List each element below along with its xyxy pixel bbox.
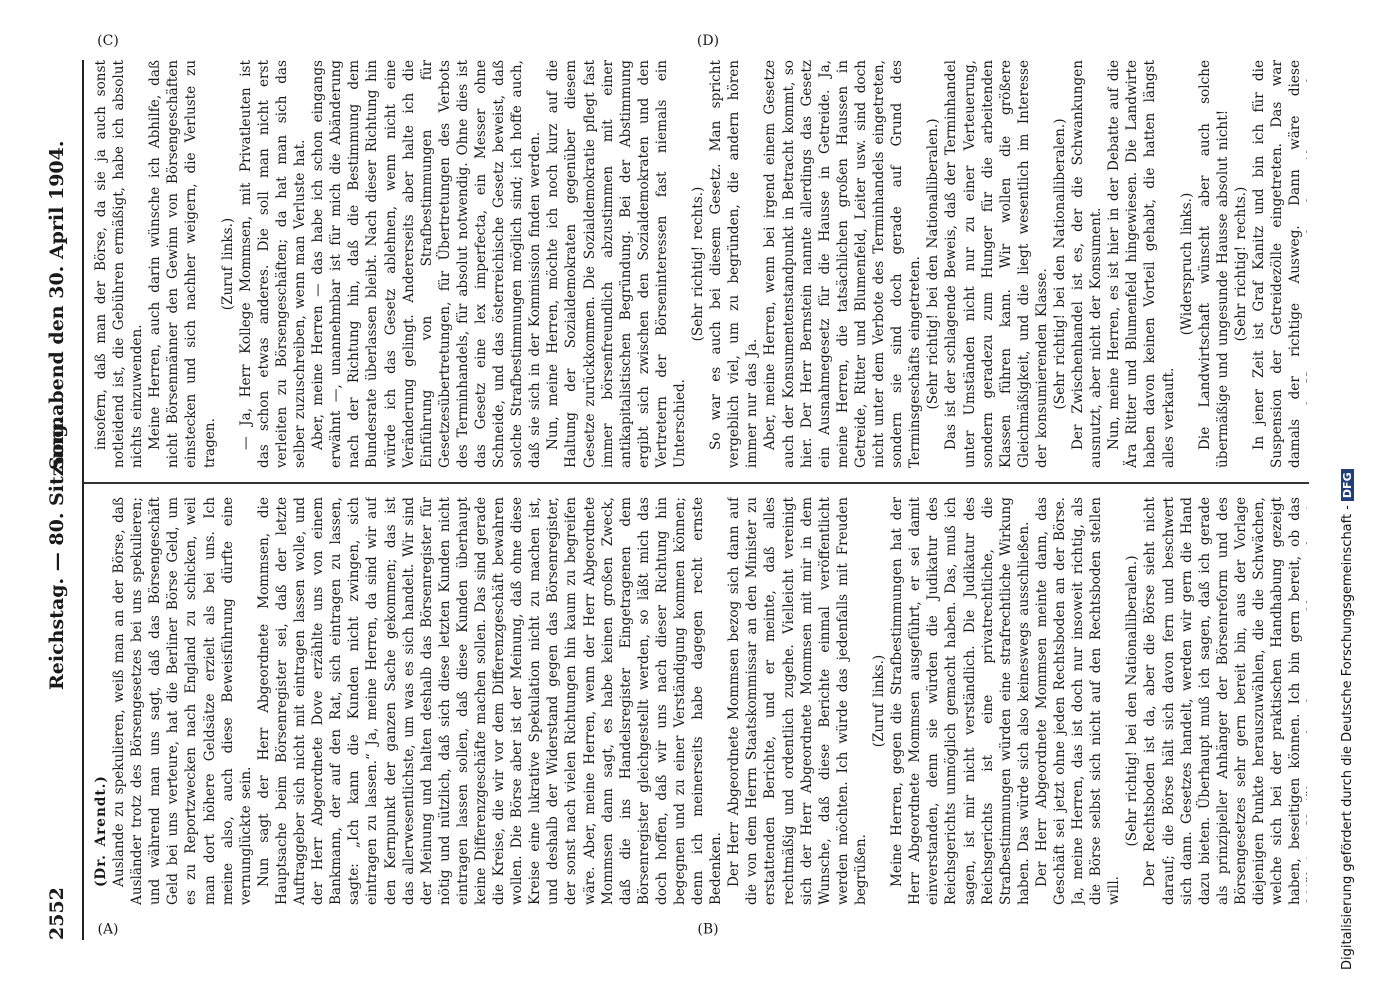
paragraph: Der Rechtsboden ist da, aber die Börse sieht nicht darauf; die Börse hält sich davon fern und beschwert sich dann. Gesetzes handelt, werden wir gern die Hand dazu bieten. Überhaupt muß ich sagen, daß ich gerade als prinzipieller Anhänger der Börsenreform und des Börsengesetzes sehr gern bereit bin, aus der Vorlage diejenigen Punkte herauszuwählen, die die Schwächen, welche sich bei der praktischen Handhabung gezeigt haben, beseitigen können. Ich bin gern bereit, ob das bbox=[1142, 497, 1304, 905]
paragraph: In jener Zeit ist Graf Kanitz und bin ich für die Suspension der Getreidezölle eingetreten. Das war damals der richtige Ausweg. Dann wäre diese bbox=[1251, 60, 1304, 468]
interjection: (Widerspruch links.) bbox=[1178, 192, 1195, 336]
left-text-column bbox=[92, 497, 1307, 905]
paragraph: Das ist der schlagende Beweis, daß der Terminhandel unter Umständen nicht nur zu einer Verteuerung, sondern geradezu zum Hunger für die arbeitenden Klassen führen kann. Wir wollen die größere Gleichmäßigkeit, und die liegt wesentlich im Interesse der konsumierenden Klasse. bbox=[943, 60, 1050, 468]
credit-text: Digitalisierung gefördert durch die Deutsche Forschungsgemeinschaft - bbox=[1340, 505, 1355, 970]
paragraph: Nun, meine Herren, möchte ich noch kurz auf die Haltung der Sozialdemokraten gegenüber diesem Gesetze zurückkommen. Die Sozialdemokratie pflegt fast immer börsenfreundlich abzustimmen mit einer antikapitalistischen Begründung. Bei der Abstimmung ergibt sich zwischen den Sozialdemokraten und den Vertretern der Börseninteressen fast niemals ein Unterschied. bbox=[545, 60, 688, 468]
session-date: Sonnabend den 30. April 1904. bbox=[46, 140, 68, 470]
interjection: (Sehr richtig! rechts.) bbox=[690, 186, 707, 342]
paragraph: insofern, daß man der Börse, da sie ja auch sonst notleidend ist, die Gebühren ermäßigt, habe ich absolut nichts einzuwenden. bbox=[93, 60, 146, 468]
interjection: (Sehr richtig! rechts.) bbox=[1232, 186, 1249, 342]
page-number: 2552 bbox=[46, 887, 68, 940]
paragraph: Der Herr Abgeordnete Mommsen meinte dann, das Geschäft sei jetzt ohne jeden Rechtsboden an der Börse. Ja, meine Herren, das ist doch nur insoweit richtig, als die Börse selbst sich nicht auf den Rechtsboden stellen will. bbox=[1033, 497, 1123, 905]
header-rule bbox=[82, 60, 84, 940]
interjection: (Sehr richtig! bei den Nationalliberalen.) bbox=[925, 118, 942, 410]
page-header bbox=[38, 60, 78, 940]
interjection: (Sehr richtig! bei den Nationalliberalen.) bbox=[1124, 555, 1141, 847]
paragraph: Nun, meine Herren, es ist hier in der Debatte auf die Ära Ritter und Blumenfeld hingewiesen. Die Landwirte haben davon keinen Vorteil gehabt, die hatten längst alles verkauft. bbox=[1106, 60, 1177, 468]
paragraph: Die Landwirtschaft wünscht aber auch solche übermäßige und ungesunde Hausse absolut nicht! bbox=[1196, 60, 1231, 468]
right-text-column bbox=[92, 60, 1307, 468]
paragraph: So war es auch bei diesem Gesetz. Man spricht vergeblich viel, um zu begründen, die andern hören immer nur das Ja. bbox=[708, 60, 761, 468]
margin-marker-d: (D) bbox=[696, 32, 720, 49]
column-divider bbox=[84, 482, 1309, 484]
dfg-logo: DFG bbox=[1341, 469, 1354, 501]
paragraph: Meine Herren, auch darin wünsche ich Abhilfe, daß nicht Börsenmänner den Gewinn von Börsengeschäften einstecken und sich nachher weigern, die Verluste zu tragen. bbox=[147, 60, 218, 468]
interjection: (Sehr richtig! bei den Nationalliberalen.) bbox=[1051, 118, 1068, 410]
paragraph: Der Herr Abgeordnete Mommsen bezog sich dann auf die von dem Herrn Staatskommissar an den Minister zu erstattenden Berichte, und er meinte, daß alles rechtmäßig und ordentlich zugehe. Vielleicht vereinigt sich der Herr Abgeordnete Mommsen mit mir in dem Wunsche, daß diese Berichte einmal veröffentlicht werden möchten. Ich würde das jedenfalls mit Freuden begrüßen. bbox=[726, 497, 869, 905]
paragraph: Aber, meine Herren — das habe ich schon eingangs erwähnt —, unannehmbar ist für mich die Abänderung nach der Richtung hin, daß die Bestimmung dem Bundesrate überlassen bleibt. Nach dieser Richtung hin würde ich das Gesetz ablehnen, wenn nicht eine Veränderung gelingt. Andererseits aber halte ich die Einführung von Strafbestimmungen für Gesetzesübertretungen, für Übertretungen des Verbots des Terminhandels, für absolut notwendig. Ohne dies ist das Gesetz eine lex imperfecta, ein Messer ohne Schneide, und das österreichische Gesetz beweist, daß solche Strafbestimmungen möglich sind; ich hoffe auch, daß sie sich in der Kommission finden werden. bbox=[310, 60, 544, 468]
paragraph: Meine Herren, gegen die Strafbestimmungen hat der Herr Abgeordnete Mommsen ausgeführt, er sei damit einverstanden, denn sie würden die Judikatur des Reichsgerichts unmöglich gemacht haben. Das, muß ich sagen, ist mir nicht verständlich. Die Judikatur des Reichsgerichts ist eine privatrechtliche, die Strafbestimmungen würden eine strafrechtliche Wirkung haben. Das würde sich also keineswegs ausschließen. bbox=[889, 497, 1032, 905]
paragraph: Der Zwischenhandel ist es, der die Schwankungen ausnutzt, aber nicht der Konsument. bbox=[1070, 60, 1105, 468]
margin-marker-a: (A) bbox=[97, 921, 119, 938]
interjection: (Zuruf links.) bbox=[871, 654, 888, 748]
paragraph: Nun sagt der Herr Abgeordnete Mommsen, die Hauptsache beim Börsenregister sei, daß der letzte Auftraggeber sich nicht mit eintragen lassen wolle, und der Herr Abgeordnete Dove erzählte uns von einem Bankmann, der auf den Rat, sich eintragen zu lassen, sagte: „Ich kann die Kunden nicht zwingen, sich eintragen zu lassen.“ Ja, meine Herren, da sind wir auf den Kernpunkt der ganzen Sache gekommen; das ist das allerwesentlichste, um was es sich handelt. Wir sind der Meinung und halten deshalb das Börsenregister für nötig und nützlich, daß sich diese letzten Kunden nicht eintragen lassen sollen, daß diese Kunden überhaupt keine Differenzgeschäfte machen sollen. Das sind gerade die Kreise, die wir vor dem Differenzgeschäft bewahren wollen. Die Börse aber ist der Meinung, daß ohne diese Kreise eine lukrative Spekulation nicht zu machen ist, und deshalb der Widerstand gegen das Börsenregister, der sonst nach vielen Richtungen hin kaum zu begreifen wäre. Aber, meine Herren, wenn der Herr Abgeordnete Mommsen dann sagt, es habe keinen großen Zweck, daß die ins Handelsregister Eingetragenen dem Börsenregister gleichgestellt werden, so läßt mich das doch hoffen, daß wir uns nach dieser Richtung hin begegnen und zu einer Verständigung kommen können; denn ich meinerseits habe dagegen recht ernste Bedenken. bbox=[255, 497, 725, 905]
interjection: (Zuruf links.) bbox=[219, 217, 236, 311]
session-title: Reichstag. — 80. Sitzung. bbox=[46, 417, 68, 690]
paragraph: — Ja, Herr Kollege Mommsen, mit Privatleuten ist das schon etwas anderes. Die soll man nicht erst verleiten zu Börsengeschäften; da hat man sich das selber zuzuschreiben, wenn man Verluste hat. bbox=[237, 60, 309, 468]
digitization-credit bbox=[1340, 40, 1370, 970]
margin-marker-c: (C) bbox=[97, 33, 119, 50]
paragraph: Auslande zu spekulieren, weiß man an der Börse, daß Ausländer trotz des Börsengesetzes bei uns spekulieren; und während man uns sagt, daß das Börsengeschäft Geld bei uns verteure, hat die Berliner Börse Geld, um es zu Reportzwecken nach England zu schicken, weil man dort höhere Geldsätze erzielt als bei uns. Ich meine also, auch diese Beweisführung dürfte eine vernunglückte sein. bbox=[111, 497, 254, 905]
speaker-tag: (Dr. Arendt.) bbox=[93, 775, 109, 887]
margin-marker-b: (B) bbox=[697, 921, 719, 938]
paragraph: Aber, meine Herren, wenn bei irgend einem Gesetze auch der Konsumentenstandpunkt in Betracht kommt, so hier. Der Herr Bernstein nannte allerdings das Gesetz ein Ausnahmegesetz für die Hausse in Getreide. Ja, meine Herren, die tatsächlichen großen Haussen in Getreide, Ritter und Blumenfeld, Leiter usw. sind doch nicht unter dem Verbote des Terminhandels eingetreten, sondern sie sind doch gerade auf Grund des Terminsgeschäfts eingetreten. bbox=[762, 60, 924, 468]
